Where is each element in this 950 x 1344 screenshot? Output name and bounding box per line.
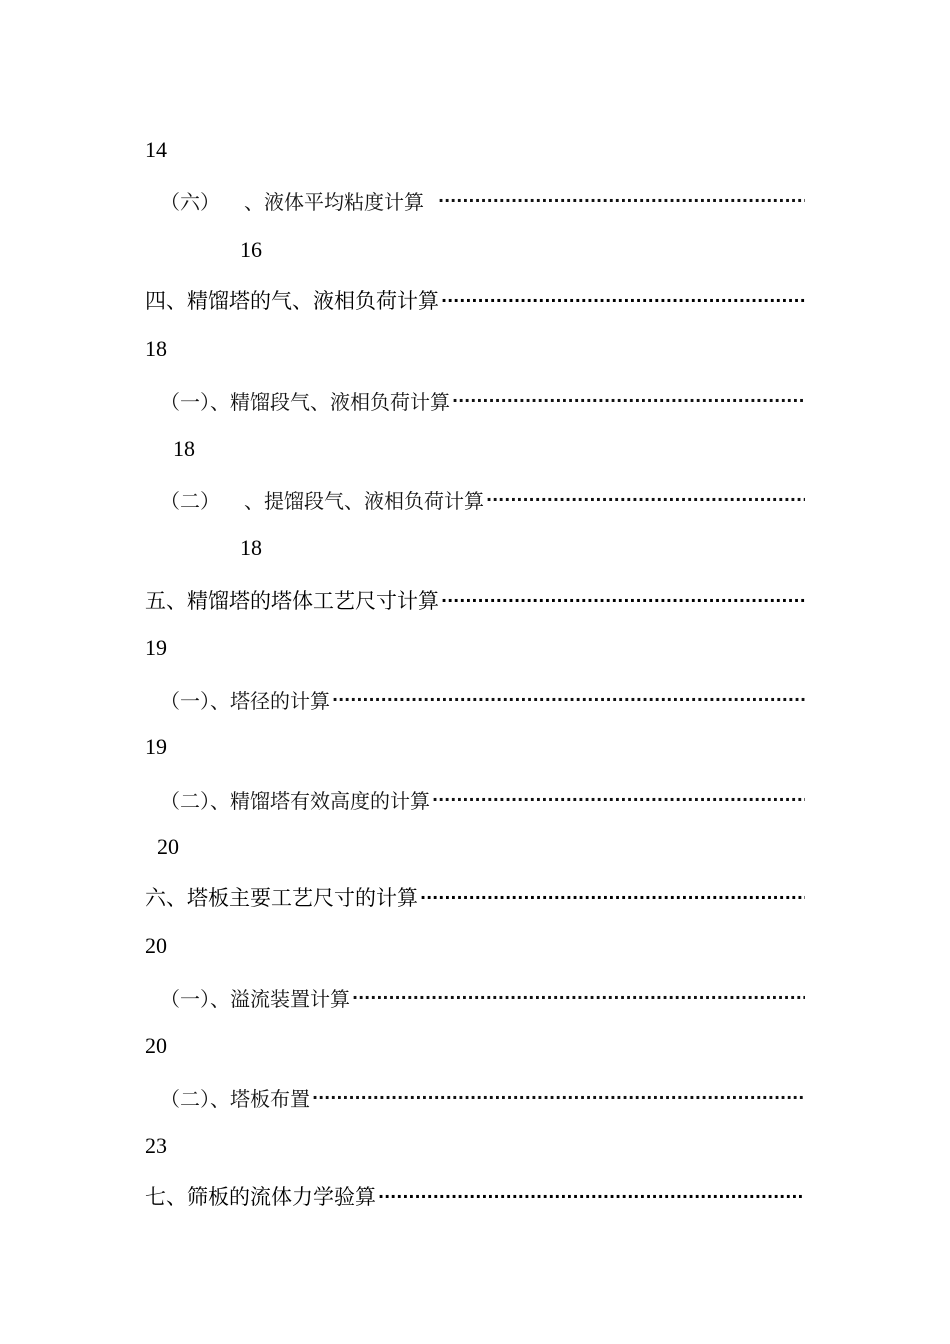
toc-leader-dots (420, 888, 805, 907)
toc-page-number: 16 (240, 237, 262, 262)
toc-entry-title: 、提馏段气、液相负荷计算 (244, 488, 484, 513)
toc-entry-title: （二）、精馏塔有效高度的计算 (160, 788, 430, 813)
toc-page-number: 23 (145, 1133, 167, 1158)
toc-leader-dots (441, 291, 805, 310)
toc-entry-diameter[interactable] (160, 679, 805, 719)
toc-entry-title: 六、塔板主要工艺尺寸的计算 (145, 886, 418, 910)
toc-entry-plate-layout[interactable] (160, 1077, 805, 1117)
toc-entry-stripping-load[interactable] (160, 479, 805, 519)
toc-entry-title: 五、精馏塔的塔体工艺尺寸计算 (145, 589, 439, 613)
toc-page-number: 14 (145, 137, 167, 162)
toc-page-number: 20 (145, 933, 167, 958)
toc-leader-dots (452, 391, 805, 410)
toc-entry-load-calc[interactable] (145, 280, 805, 320)
toc-entry-hydraulics[interactable] (145, 1176, 805, 1216)
toc-page-number: 18 (145, 336, 167, 361)
toc-page-number: 19 (145, 734, 167, 759)
toc-entry-title: （二）、塔板布置 (160, 1086, 310, 1111)
toc-entry-overflow-device[interactable] (160, 977, 805, 1017)
toc-entry-title: （一）、精馏段气、液相负荷计算 (160, 389, 450, 414)
toc-entry-tower-dimensions[interactable] (145, 580, 805, 620)
toc-entry-plate-dimensions[interactable] (145, 877, 805, 917)
toc-entry-title: 四、精馏塔的气、液相负荷计算 (145, 289, 439, 313)
toc-entry-title: （一）、溢流装置计算 (160, 986, 350, 1011)
toc-leader-dots (486, 490, 805, 509)
toc-entry-rectifying-load[interactable] (160, 380, 805, 420)
toc-entry-title: 七、筛板的流体力学验算 (145, 1185, 376, 1209)
toc-entry-title: 、液体平均粘度计算 (244, 189, 424, 214)
toc-page-number: 19 (145, 635, 167, 660)
toc-leader-dots (312, 1088, 805, 1107)
toc-page-number: 20 (157, 834, 179, 859)
toc-entry-label: （六） (160, 189, 220, 214)
toc-leader-dots (438, 191, 805, 210)
toc-page-number: 18 (173, 436, 195, 461)
toc-entry-viscosity[interactable] (160, 180, 805, 220)
toc-leader-dots (352, 988, 805, 1007)
toc-leader-dots (332, 690, 805, 709)
toc-entry-title: （一）、塔径的计算 (160, 688, 330, 713)
toc-leader-dots (378, 1187, 805, 1206)
toc-entry-label: （二） (160, 488, 220, 513)
toc-entry-effective-height[interactable] (160, 779, 805, 819)
toc-page-number: 20 (145, 1033, 167, 1058)
toc-leader-dots (441, 591, 805, 610)
toc-leader-dots (432, 790, 805, 809)
toc-page-number: 18 (240, 535, 262, 560)
